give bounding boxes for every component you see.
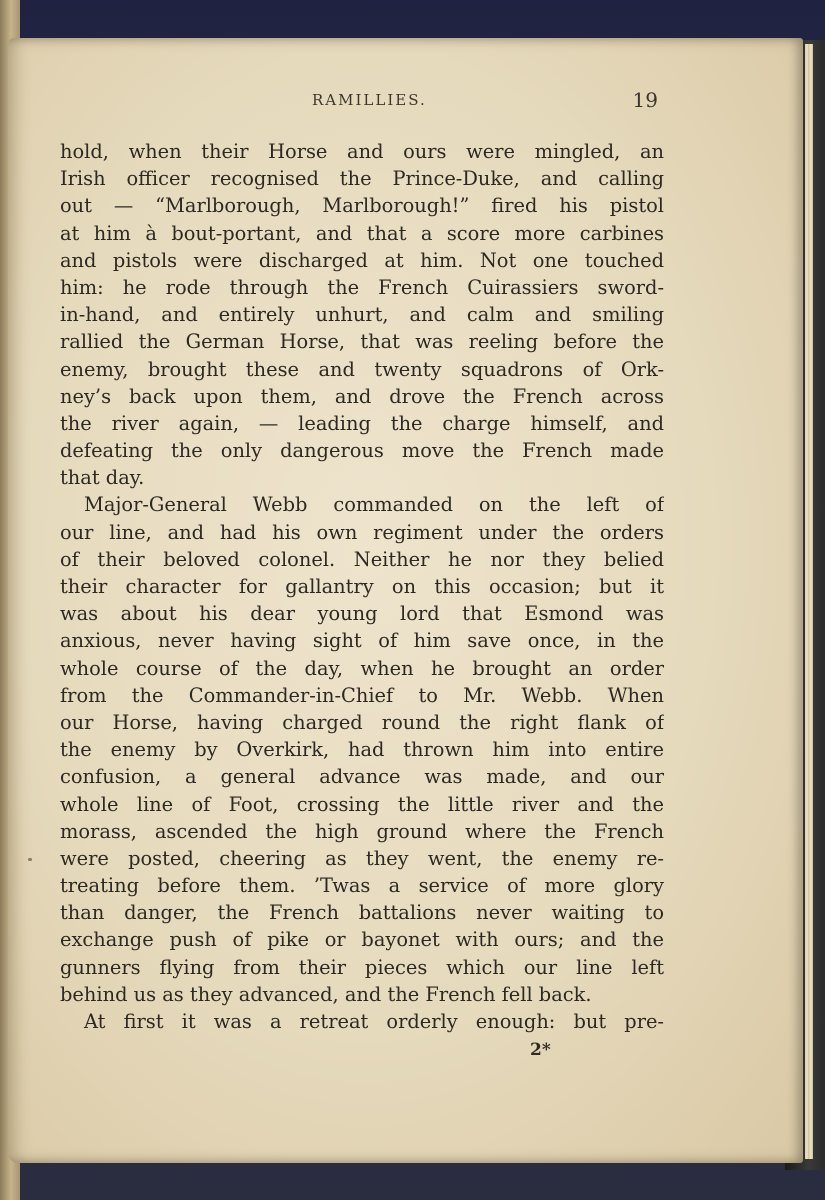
- text-line: anxious, never having sight of him save once, in the: [60, 629, 664, 653]
- text-line: of their beloved colonel. Neither he nor they belied: [60, 547, 664, 571]
- running-head: [60, 88, 660, 114]
- text-line: and pistols were discharged at him. Not one touched: [60, 248, 664, 272]
- running-title: RAMILLIES.: [312, 91, 427, 109]
- text-line: at him à bout-portant, and that a score more carbines: [60, 221, 664, 245]
- page-blemish: [28, 858, 32, 861]
- text-line: the river again, — leading the charge himself, and: [60, 411, 664, 435]
- text-line: defeating the only dangerous move the French made: [60, 439, 664, 463]
- text-line: Irish officer recognised the Prince-Duke, and calling: [60, 167, 664, 191]
- text-line: were posted, cheering as they went, the enemy re-: [60, 846, 664, 870]
- text-line: exchange push of pike or bayonet with ours; and the: [60, 928, 664, 952]
- text-line: At first it was a retreat orderly enough: but pre-: [84, 1010, 664, 1033]
- text-line: from the Commander-in-Chief to Mr. Webb. When: [60, 683, 664, 707]
- text-line: morass, ascended the high ground where the French: [60, 819, 664, 843]
- text-line: their character for gallantry on this occasion; but it: [60, 575, 664, 598]
- text-line: ney’s back upon them, and drove the French across: [60, 384, 664, 408]
- text-line: behind us as they advanced, and the French fell back.: [60, 982, 592, 1006]
- text-line: him: he rode through the French Cuirassiers sword-: [60, 275, 664, 299]
- text-line: our Horse, having charged round the right flank of: [60, 710, 664, 734]
- text-line: the enemy by Overkirk, had thrown him into entire: [60, 738, 664, 762]
- text-line: confusion, a general advance was made, and our: [60, 765, 664, 789]
- page-number: 19: [632, 88, 658, 112]
- text-line: in-hand, and entirely unhurt, and calm and smiling: [60, 303, 664, 327]
- signature-mark: 2*: [530, 1040, 551, 1060]
- text-line: enemy, brought these and twenty squadrons of Ork-: [60, 357, 664, 381]
- text-line: was about his dear young lord that Esmond was: [60, 602, 664, 626]
- text-line: Major-General Webb commanded on the left of: [84, 493, 664, 517]
- text-line: treating before them. ’Twas a service of more glory: [60, 874, 664, 898]
- page-body-text: [60, 138, 664, 1035]
- text-line: whole line of Foot, crossing the little river and the: [60, 792, 664, 816]
- text-line: our line, and had his own regiment under the orders: [60, 520, 664, 544]
- text-line: hold, when their Horse and ours were mingled, an: [60, 140, 664, 163]
- text-line: rallied the German Horse, that was reeling before the: [60, 330, 664, 354]
- text-line: out — “Marlborough, Marlborough!” fired his pistol: [60, 194, 664, 218]
- text-line: whole course of the day, when he brought an order: [60, 656, 664, 680]
- text-line: that day.: [60, 466, 145, 490]
- text-line: gunners flying from their pieces which our line left: [60, 955, 664, 979]
- text-line: than danger, the French battalions never waiting to: [60, 901, 664, 925]
- page-edges: [805, 44, 813, 1159]
